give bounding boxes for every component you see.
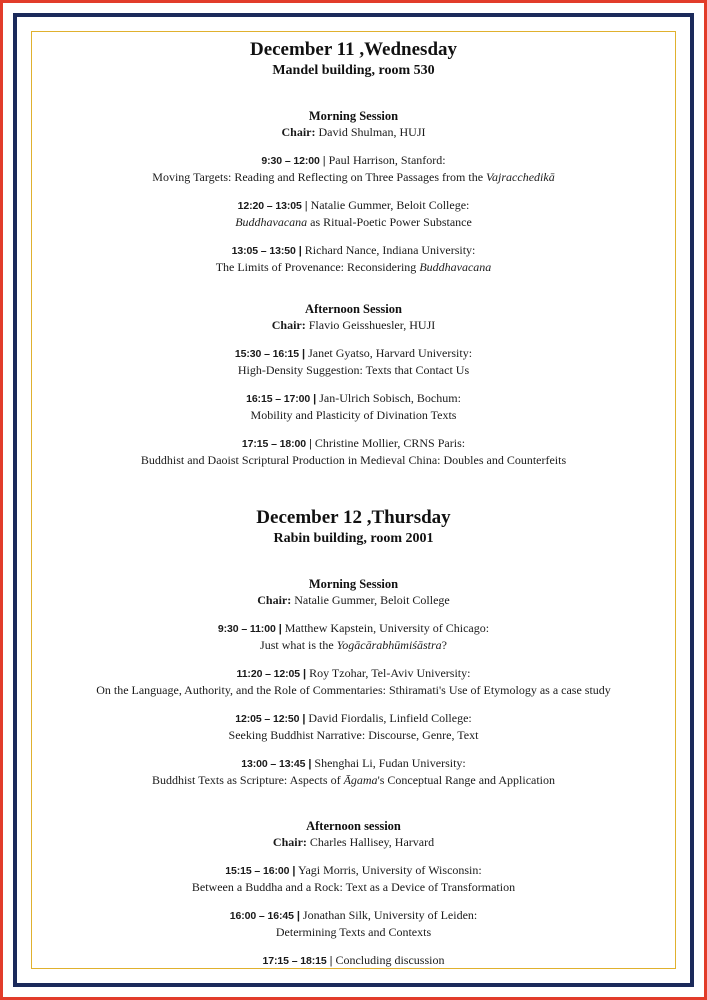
day-section <box>31 506 676 969</box>
talk-head <box>31 665 676 682</box>
talk <box>31 390 676 423</box>
talk-title: Mobility and Plasticity of Divination Texts <box>250 408 457 422</box>
talk-title: The Limits of Provenance: Reconsidering Buddhavacana <box>215 260 492 274</box>
talk-head <box>31 435 676 452</box>
talk <box>31 242 676 275</box>
talk-head <box>31 197 676 214</box>
speaker: Richard Nance, Indiana University: <box>304 243 476 257</box>
talk-time: 13:05 – 13:50 <box>231 245 296 257</box>
speaker: Shenghai Li, Fudan University: <box>314 756 466 770</box>
chair-line <box>31 592 676 608</box>
talk-time: 17:15 – 18:00 <box>241 438 307 450</box>
chair-label: Chair: <box>271 318 306 332</box>
chair-label: Chair: <box>272 835 307 849</box>
talk-title: Moving Targets: Reading and Reflecting on Three Passages from the Vajracchedikā <box>152 170 555 184</box>
separator: | <box>313 393 317 405</box>
talk-time: 12:20 – 13:05 <box>237 200 302 212</box>
chair-name: Charles Hallisey, Harvard <box>309 835 435 849</box>
talk-title: Just what is the Yogācārabhūmiśāstra? <box>260 638 447 652</box>
talk-time: 15:30 – 16:15 <box>234 348 300 360</box>
chair-name: Natalie Gummer, Beloit College <box>294 593 450 607</box>
talk-head <box>31 952 676 969</box>
talk-head <box>31 345 676 362</box>
chair-label: Chair: <box>257 593 292 607</box>
talk-time: 11:20 – 12:05 <box>236 668 301 680</box>
talk <box>31 952 676 969</box>
venue: Rabin building, room 2001 <box>273 531 434 546</box>
speaker: Janet Gyatso, Harvard University: <box>308 346 473 360</box>
talk-title: Buddhavacana as Ritual-Poetic Power Substance <box>235 215 472 229</box>
chair-name: Flavio Geisshuesler, HUJI <box>308 318 436 332</box>
program-content <box>31 31 676 969</box>
speaker: Jan-Ulrich Sobisch, Bochum: <box>319 391 461 405</box>
talk-head <box>31 242 676 259</box>
separator: | <box>298 245 302 257</box>
separator: | <box>302 348 306 360</box>
talk <box>31 345 676 378</box>
session-title: Morning Session <box>308 577 399 591</box>
talk <box>31 710 676 743</box>
talk-head <box>31 390 676 407</box>
session-title: Afternoon session <box>306 819 401 833</box>
separator: | <box>303 668 307 680</box>
talk-time: 13:00 – 13:45 <box>241 758 306 770</box>
separator: | <box>304 200 308 212</box>
talk-time: 12:05 – 12:50 <box>235 713 300 725</box>
talk-head <box>31 710 676 727</box>
talk-time: 9:30 – 11:00 <box>217 623 276 635</box>
day-section <box>31 31 676 468</box>
talk-title: Determining Texts and Contexts <box>275 925 432 939</box>
separator: | <box>322 155 326 167</box>
speaker: Concluding discussion <box>335 953 445 967</box>
session <box>31 576 676 788</box>
session <box>31 818 676 969</box>
session <box>31 301 676 468</box>
separator: | <box>278 623 282 635</box>
speaker: Christine Mollier, CRNS Paris: <box>314 436 466 450</box>
talk-title: On the Language, Authority, and the Role of Commentaries: Sthiramati's Use of Etymology as a case study <box>96 683 611 697</box>
talk <box>31 665 676 698</box>
session-title: Morning Session <box>308 109 399 123</box>
venue: Mandel building, room 530 <box>272 63 435 78</box>
talk-head <box>31 152 676 169</box>
talk <box>31 435 676 468</box>
talk-time: 17:15 – 18:15 <box>262 955 327 967</box>
separator: | <box>329 955 333 967</box>
talk <box>31 620 676 653</box>
talk-time: 16:15 – 17:00 <box>246 393 311 405</box>
session <box>31 108 676 275</box>
talk <box>31 907 676 940</box>
speaker: Jonathan Silk, University of Leiden: <box>302 908 478 922</box>
chair-label: Chair: <box>281 125 316 139</box>
separator: | <box>309 438 312 450</box>
talk-head <box>31 620 676 637</box>
talk-title: High-Density Suggestion: Texts that Contact Us <box>237 363 470 377</box>
chair-line <box>31 124 676 140</box>
chair-name: David Shulman, HUJI <box>318 125 426 139</box>
chair-line <box>31 317 676 333</box>
speaker: David Fiordalis, Linfield College: <box>308 711 472 725</box>
talk <box>31 152 676 185</box>
talk <box>31 862 676 895</box>
speaker: Paul Harrison, Stanford: <box>328 153 446 167</box>
day-title: December 12 ,Thursday <box>256 507 451 528</box>
talk-title: Seeking Buddhist Narrative: Discourse, Genre, Text <box>228 728 479 742</box>
speaker: Natalie Gummer, Beloit College: <box>310 198 470 212</box>
talk-time: 15:15 – 16:00 <box>225 865 290 877</box>
talk-head <box>31 907 676 924</box>
talk-title: Buddhist and Daoist Scriptural Production in Medieval China: Doubles and Counterfeits <box>140 453 567 467</box>
talk-head <box>31 755 676 772</box>
chair-line <box>31 834 676 850</box>
session-title: Afternoon Session <box>305 302 402 316</box>
talk <box>31 755 676 788</box>
talk-time: 16:00 – 16:45 <box>229 910 294 922</box>
talk-time: 9:30 – 12:00 <box>261 155 320 167</box>
speaker: Roy Tzohar, Tel-Aviv University: <box>309 666 471 680</box>
speaker: Yagi Morris, University of Wisconsin: <box>297 863 482 877</box>
separator: | <box>296 910 300 922</box>
talk-head <box>31 862 676 879</box>
separator: | <box>292 865 296 877</box>
talk-title: Buddhist Texts as Scripture: Aspects of Āgama's Conceptual Range and Application <box>151 773 556 787</box>
talk <box>31 197 676 230</box>
day-title: December 11 ,Wednesday <box>249 39 458 60</box>
separator: | <box>308 758 312 770</box>
talk-title: Between a Buddha and a Rock: Text as a Device of Transformation <box>191 880 516 894</box>
speaker: Matthew Kapstein, University of Chicago: <box>284 621 490 635</box>
separator: | <box>302 713 306 725</box>
